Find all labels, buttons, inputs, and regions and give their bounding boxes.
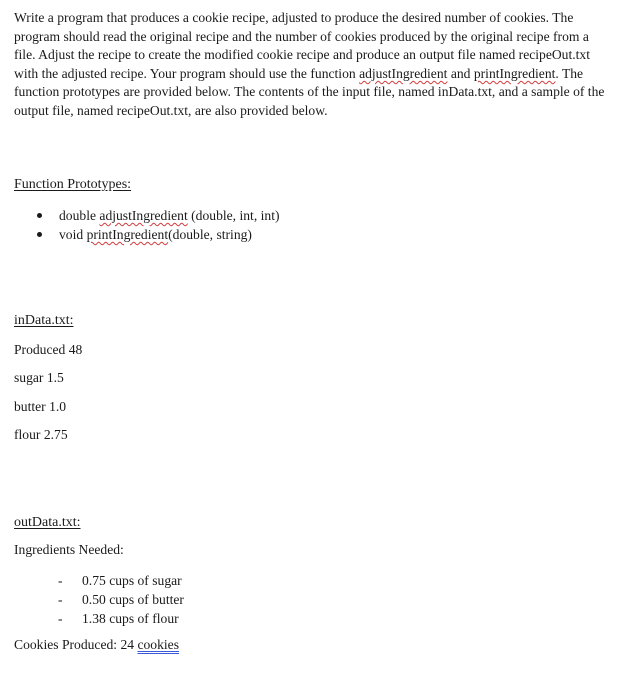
indata-heading: inData.txt: xyxy=(14,313,74,328)
cookies-produced-line: Cookies Produced: 24 cookies xyxy=(14,637,179,652)
prototype-list xyxy=(34,206,280,244)
dash-icon: - xyxy=(58,592,63,607)
function-name-adjust: adjustIngredient xyxy=(359,65,448,81)
flagged-word: cookies xyxy=(137,637,179,652)
indata-line: Produced 48 xyxy=(14,342,83,357)
dash-icon: - xyxy=(58,573,63,588)
list-item: - 1.38 cups of flour xyxy=(58,611,179,626)
indata-line: butter 1.0 xyxy=(14,399,67,414)
ingredient-list xyxy=(58,571,184,628)
description-text: . The function prototypes are provided below. The contents of the input file, named inData.txt, and a sample of the output file, named recipeOut.txt, are also provided below. xyxy=(14,65,605,118)
ingredients-heading: Ingredients Needed: xyxy=(14,542,124,557)
indata-line: sugar 1.5 xyxy=(14,370,64,385)
list-item: void printIngredient(double, string) xyxy=(34,225,280,244)
bullet-icon xyxy=(37,213,42,218)
outdata-heading: outData.txt: xyxy=(14,515,81,530)
function-prototypes-heading: Function Prototypes: xyxy=(14,177,132,192)
prototype-function-name: printIngredient xyxy=(86,227,169,242)
document-page xyxy=(14,9,606,652)
list-item: - 0.75 cups of sugar xyxy=(58,573,182,588)
function-name-print: printIngredient xyxy=(473,65,556,81)
indata-line: flour 2.75 xyxy=(14,427,68,442)
dash-icon: - xyxy=(58,611,63,626)
list-item: - 0.50 cups of butter xyxy=(58,592,184,607)
prototype-function-name: adjustIngredient xyxy=(99,208,188,223)
description-text: and xyxy=(447,65,474,81)
list-item: double adjustIngredient (double, int, int) xyxy=(34,206,280,225)
assignment-description xyxy=(14,9,606,121)
description-text: Write a program that produces a cookie recipe, adjusted to produce the desired number of cookies. The program should read the original recipe and the number of cookies produced by the original recipe from a file. Adjust the recipe to create the modified cookie recipe and produce an output file named recipeOut.txt with the adjusted recipe. Your program should use the function xyxy=(14,10,591,81)
bullet-icon xyxy=(37,232,42,237)
